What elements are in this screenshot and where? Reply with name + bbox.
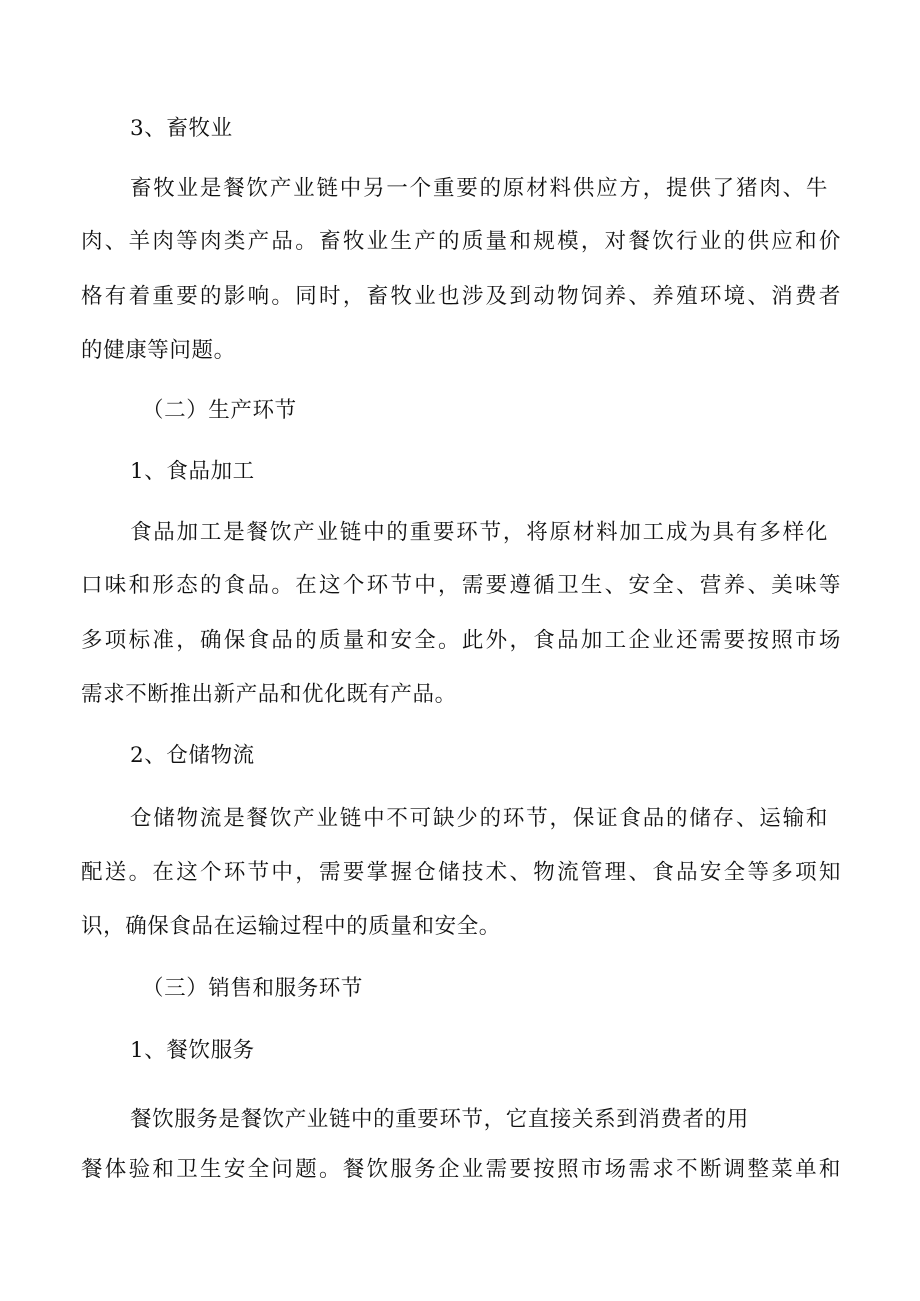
- paragraph-line: 畜牧业是餐饮产业链中另一个重要的原材料供应方，提供了猪肉、牛: [130, 176, 828, 201]
- paragraph-line: 口味和形态的食品。在这个环节中，需要遵循卫生、安全、营养、美味等: [81, 573, 841, 598]
- section-heading-food-processing: 1、食品加工: [130, 459, 255, 484]
- paragraph-line: 需求不断推出新产品和优化既有产品。: [81, 682, 457, 707]
- paragraph-line: 配送。在这个环节中，需要掌握仓储技术、物流管理、食品安全等多项知: [81, 860, 841, 885]
- paragraph-line: 的健康等问题。: [81, 338, 236, 363]
- paragraph-line: 食品加工是餐饮产业链中的重要环节，将原材料加工成为具有多样化: [130, 520, 828, 545]
- paragraph-line: 多项标准，确保食品的质量和安全。此外，食品加工企业还需要按照市场: [81, 628, 841, 653]
- paragraph-line: 格有着重要的影响。同时，畜牧业也涉及到动物饲养、养殖环境、消费者: [81, 284, 841, 309]
- chapter-heading-sales-service: （三）销售和服务环节: [142, 976, 364, 1001]
- paragraph-line: 识，确保食品在运输过程中的质量和安全。: [81, 914, 501, 939]
- paragraph-line: 餐体验和卫生安全问题。餐饮服务企业需要按照市场需求不断调整菜单和: [81, 1157, 841, 1182]
- chapter-heading-production: （二）生产环节: [142, 398, 297, 423]
- section-heading-livestock: 3、畜牧业: [130, 116, 233, 141]
- paragraph-line: 餐饮服务是餐饮产业链中的重要环节，它直接关系到消费者的用: [130, 1107, 749, 1132]
- paragraph-line: 肉、羊肉等肉类产品。畜牧业生产的质量和规模，对餐饮行业的供应和价: [81, 229, 841, 254]
- section-heading-warehousing: 2、仓储物流: [130, 743, 255, 768]
- section-heading-catering-service: 1、餐饮服务: [130, 1038, 255, 1063]
- paragraph-line: 仓储物流是餐饮产业链中不可缺少的环节，保证食品的储存、运输和: [130, 806, 828, 831]
